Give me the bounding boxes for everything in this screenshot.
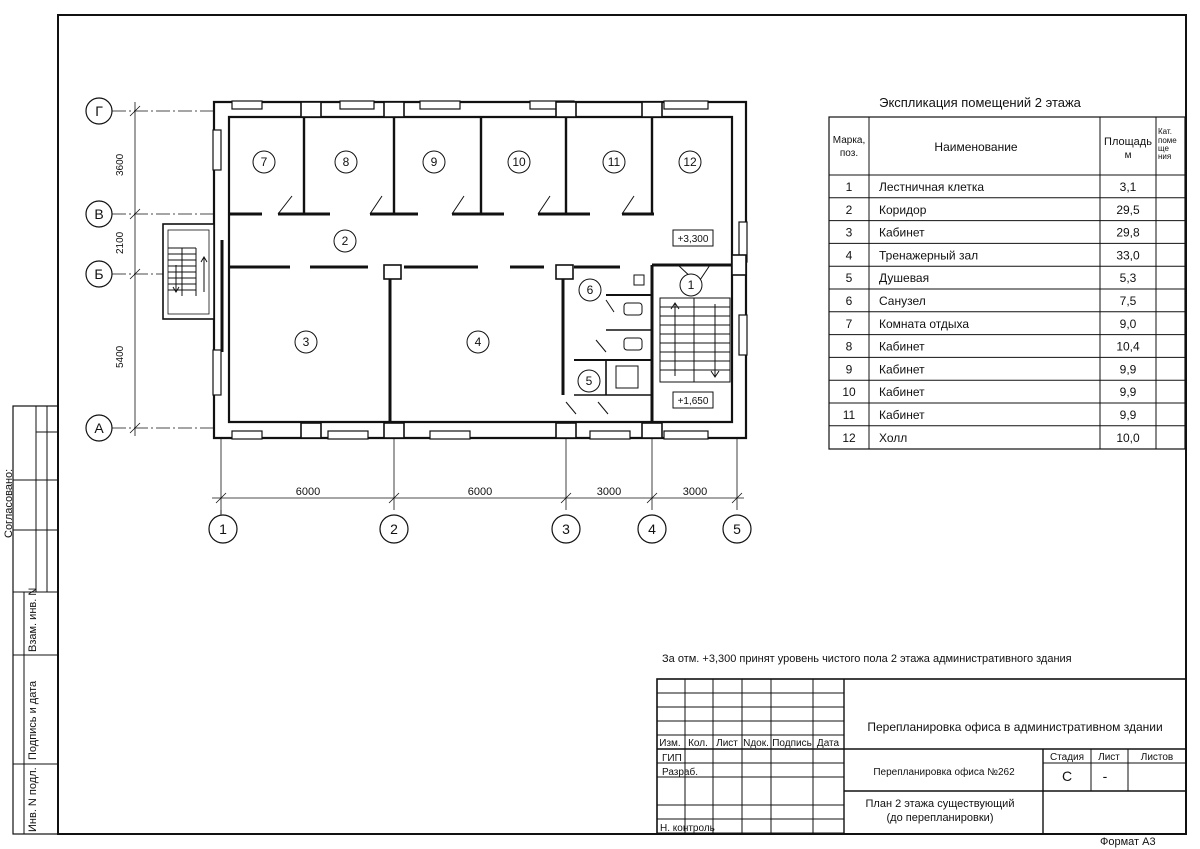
- title-block: [657, 679, 1186, 834]
- header-cat-1: Кат.: [1158, 127, 1172, 136]
- tb-col-list: Лист: [716, 738, 738, 749]
- row-name: Кабинет: [879, 362, 925, 377]
- row-area: 9,9: [1119, 362, 1137, 377]
- col-dim-4: 3000: [682, 486, 708, 498]
- row-mark: 3: [845, 225, 853, 240]
- level-stair-label: +1,650: [677, 396, 709, 407]
- tb-object: Перепланировка офиса №262: [873, 767, 1015, 778]
- row-area: 33,0: [1116, 248, 1140, 263]
- sign-date-label: Подпись и дата: [27, 680, 39, 760]
- row-name: Кабинет: [879, 339, 925, 354]
- header-cat-2: поме: [1158, 136, 1177, 145]
- tb-role-razrab: Разраб.: [662, 767, 699, 778]
- row-mark: 4: [845, 248, 853, 263]
- header-area-2: м: [1124, 150, 1132, 161]
- row-area: 29,5: [1116, 202, 1140, 217]
- row-area: 9,9: [1119, 408, 1137, 422]
- header-area-1: Площадь: [1104, 136, 1152, 148]
- room-mark-1: 1: [687, 278, 695, 292]
- floor-plan: [86, 98, 751, 543]
- row-mark: 8: [845, 339, 853, 354]
- room-mark-7: 7: [260, 155, 268, 169]
- row-mark: 7: [845, 316, 853, 331]
- axis-2-label: 2: [390, 521, 398, 537]
- row-name: Душевая: [879, 271, 930, 286]
- header-mark-2: поз.: [839, 148, 859, 159]
- row-area: 3,1: [1119, 180, 1137, 194]
- tb-col-kol: Кол.: [688, 738, 708, 749]
- row-dim-3: 5400: [115, 345, 126, 368]
- tb-stage-label: Стадия: [1049, 752, 1085, 763]
- col-dim-1: 6000: [295, 486, 321, 498]
- row-axis-bubbles: [86, 98, 112, 441]
- axis-1-label: 1: [219, 521, 227, 537]
- column-axis-bubbles: [209, 510, 751, 543]
- tb-project: Перепланировка офиса в административном здании: [867, 720, 1163, 734]
- row-mark: 1: [845, 180, 853, 194]
- room-mark-12: 12: [683, 155, 697, 169]
- row-name: Санузел: [879, 294, 926, 308]
- partitions: [222, 117, 732, 422]
- tb-sheet-label: Лист: [1098, 752, 1120, 763]
- header-cat-4: ния: [1158, 152, 1172, 161]
- inv-label: Инв. N подл.: [27, 767, 39, 832]
- explication-table: [829, 95, 1185, 449]
- tb-col-podpis: Подпись: [772, 738, 812, 749]
- row-dim-1: 3600: [115, 153, 126, 176]
- tb-role-nkontrol: Н. контроль: [660, 823, 715, 834]
- row-area: 10,4: [1116, 339, 1140, 354]
- axis-B-label: Б: [94, 266, 104, 282]
- row-mark: 10: [842, 385, 856, 400]
- row-area: 9,9: [1119, 385, 1137, 400]
- row-dim-2: 2100: [115, 231, 126, 254]
- room-mark-6: 6: [586, 283, 594, 297]
- row-area: 7,5: [1119, 294, 1137, 308]
- agreed-label: Согласовано:: [3, 468, 15, 538]
- row-mark: 5: [845, 271, 853, 286]
- tb-sheet-title-1: План 2 этажа существующий: [865, 798, 1015, 810]
- interchange-label: Взам. инв. N: [27, 587, 39, 652]
- tb-sheet-title-2: (до перепланировки): [886, 812, 994, 824]
- row-area: 10,0: [1116, 430, 1140, 445]
- header-name: Наименование: [934, 140, 1018, 154]
- room-mark-10: 10: [512, 155, 526, 169]
- floor-level-note: За отм. +3,300 принят уровень чистого пола 2 этажа административного здания: [662, 653, 1072, 665]
- level-mark-stair: [673, 392, 713, 408]
- room-mark-8: 8: [342, 155, 350, 169]
- axis-5-label: 5: [733, 521, 741, 537]
- row-name: Тренажерный зал: [879, 248, 979, 263]
- tb-col-izm: Изм.: [659, 738, 681, 749]
- row-mark: 11: [842, 408, 856, 422]
- explication-title: Экспликация помещений 2 этажа: [879, 95, 1081, 110]
- level-top-label: +3,300: [677, 234, 709, 245]
- row-area: 5,3: [1119, 271, 1137, 286]
- room-mark-9: 9: [430, 155, 438, 169]
- axis-A-label: А: [94, 420, 104, 436]
- row-name: Коридор: [879, 202, 927, 217]
- level-mark-top: [673, 230, 713, 246]
- tb-sheets-label: Листов: [1140, 752, 1174, 763]
- tb-col-data: Дата: [816, 738, 840, 749]
- row-name: Холл: [879, 430, 908, 445]
- row-name: Кабинет: [879, 385, 925, 400]
- room-mark-2: 2: [341, 234, 349, 248]
- axis-V-label: В: [94, 206, 104, 222]
- row-name: Кабинет: [879, 225, 925, 240]
- axis-3-label: 3: [562, 521, 570, 537]
- axis-4-label: 4: [648, 521, 656, 537]
- header-cat-3: ще: [1158, 144, 1169, 153]
- row-mark: 12: [842, 430, 856, 445]
- tb-col-ndok: Nдок.: [743, 738, 769, 749]
- external-stair: [163, 224, 214, 319]
- row-name: Кабинет: [879, 408, 925, 422]
- tb-stage-value: С: [1061, 768, 1073, 784]
- row-mark: 9: [845, 362, 853, 377]
- column-dimension-line: [212, 438, 744, 514]
- row-area: 9,0: [1119, 316, 1137, 331]
- row-name: Лестничная клетка: [879, 180, 985, 194]
- col-dim-3: 3000: [596, 486, 622, 498]
- side-stamp: [3, 406, 58, 834]
- room-mark-5: 5: [585, 374, 593, 388]
- room-mark-3: 3: [302, 335, 310, 349]
- header-mark-1: Марка,: [832, 135, 866, 146]
- room-marks: [253, 151, 702, 392]
- row-mark: 2: [845, 202, 853, 217]
- axis-G-label: Г: [95, 103, 103, 119]
- format-label: Формат А3: [1100, 836, 1156, 848]
- row-area: 29,8: [1116, 225, 1140, 240]
- row-mark: 6: [845, 294, 853, 308]
- tb-sheet-value: -: [1102, 768, 1108, 784]
- row-name: Комната отдыха: [879, 316, 969, 331]
- tb-role-gip: ГИП: [662, 753, 682, 764]
- room-mark-11: 11: [607, 155, 621, 169]
- room-mark-4: 4: [474, 335, 482, 349]
- col-dim-2: 6000: [467, 486, 493, 498]
